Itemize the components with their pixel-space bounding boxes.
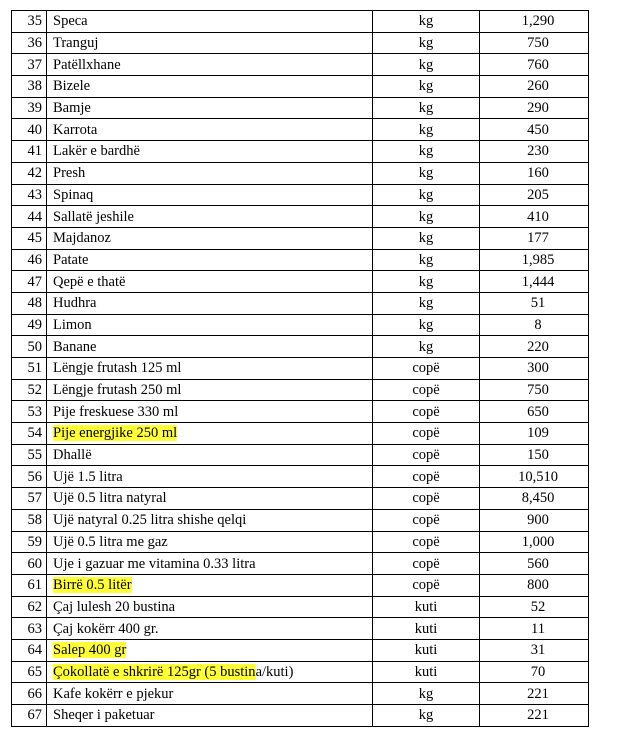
item-name-cell xyxy=(47,54,373,76)
unit-cell: copë xyxy=(373,444,480,466)
item-name-cell xyxy=(47,444,373,466)
table-row xyxy=(12,141,589,163)
unit-cell: kg xyxy=(373,32,480,54)
item-name: Çaj kokërr 400 gr. xyxy=(53,620,159,637)
table-row xyxy=(12,401,589,423)
item-name-cell xyxy=(47,379,373,401)
quantity-cell: 410 xyxy=(480,206,589,228)
item-name: Limon xyxy=(53,316,92,333)
quantity-cell: 1,000 xyxy=(480,531,589,553)
quantity-cell: 8,450 xyxy=(480,488,589,510)
quantity-cell: 177 xyxy=(480,227,589,249)
item-name-cell xyxy=(47,162,373,184)
quantity-cell: 760 xyxy=(480,54,589,76)
table-row xyxy=(12,314,589,336)
item-name-cell xyxy=(47,639,373,661)
item-name-cell xyxy=(47,227,373,249)
item-name: Lëngje frutash 250 ml xyxy=(53,382,182,399)
item-name-cell xyxy=(47,119,373,141)
table-row xyxy=(12,54,589,76)
item-name: Ujë 0.5 litra natyral xyxy=(53,490,167,507)
unit-cell: copë xyxy=(373,488,480,510)
row-number-cell: 64 xyxy=(12,639,47,661)
quantity-cell: 11 xyxy=(480,618,589,640)
row-number-cell: 62 xyxy=(12,596,47,618)
item-name: Lakër e bardhë xyxy=(53,143,140,160)
item-name-cell xyxy=(47,141,373,163)
table-row xyxy=(12,227,589,249)
highlighted-item-name: Pije energjike 250 ml xyxy=(53,425,178,442)
quantity-cell: 150 xyxy=(480,444,589,466)
unit-cell: kg xyxy=(373,184,480,206)
quantity-cell: 1,290 xyxy=(480,11,589,33)
item-name-cell xyxy=(47,97,373,119)
unit-cell: kg xyxy=(373,271,480,293)
unit-cell: kg xyxy=(373,314,480,336)
item-name: Speca xyxy=(53,13,88,30)
row-number-cell: 51 xyxy=(12,358,47,380)
row-number-cell: 55 xyxy=(12,444,47,466)
unit-cell: kg xyxy=(373,97,480,119)
row-number-cell: 60 xyxy=(12,553,47,575)
quantity-cell: 300 xyxy=(480,358,589,380)
unit-cell: kuti xyxy=(373,639,480,661)
quantity-cell: 800 xyxy=(480,574,589,596)
item-name-cell xyxy=(47,401,373,423)
unit-cell: copë xyxy=(373,553,480,575)
item-name: Patëllxhane xyxy=(53,56,121,73)
item-name-cell xyxy=(47,509,373,531)
item-name: Pije freskuese 330 ml xyxy=(53,403,179,420)
item-name: Ujë 1.5 litra xyxy=(53,468,123,485)
item-name-cell xyxy=(47,314,373,336)
unit-cell: kg xyxy=(373,119,480,141)
row-number-cell: 39 xyxy=(12,97,47,119)
item-name-cell xyxy=(47,596,373,618)
unit-cell: copë xyxy=(373,466,480,488)
item-name-cell xyxy=(47,705,373,727)
item-name-cell xyxy=(47,271,373,293)
quantity-cell: 31 xyxy=(480,639,589,661)
table-row xyxy=(12,553,589,575)
item-name: Tranguj xyxy=(53,35,99,52)
item-name: Ujë 0.5 litra me gaz xyxy=(53,533,168,550)
item-name-cell xyxy=(47,683,373,705)
item-name-cell xyxy=(47,553,373,575)
quantity-cell: 70 xyxy=(480,661,589,683)
table-row xyxy=(12,683,589,705)
table-row xyxy=(12,11,589,33)
row-number-cell: 50 xyxy=(12,336,47,358)
item-name-cell xyxy=(47,574,373,596)
item-name-rest: a/kuti) xyxy=(255,663,294,680)
item-name: Uje i gazuar me vitamina 0.33 litra xyxy=(53,555,256,572)
item-name-cell xyxy=(47,249,373,271)
table-row xyxy=(12,206,589,228)
table-row xyxy=(12,249,589,271)
quantity-cell: 290 xyxy=(480,97,589,119)
row-number-cell: 65 xyxy=(12,661,47,683)
table-row xyxy=(12,336,589,358)
row-number-cell: 56 xyxy=(12,466,47,488)
quantity-cell: 220 xyxy=(480,336,589,358)
item-name: Dhallë xyxy=(53,447,92,464)
item-name-cell xyxy=(47,661,373,683)
item-name-cell xyxy=(47,336,373,358)
quantity-cell: 160 xyxy=(480,162,589,184)
row-number-cell: 35 xyxy=(12,11,47,33)
unit-cell: kg xyxy=(373,292,480,314)
table-row xyxy=(12,444,589,466)
row-number-cell: 54 xyxy=(12,423,47,445)
item-name-cell xyxy=(47,184,373,206)
unit-cell: kg xyxy=(373,11,480,33)
unit-cell: copë xyxy=(373,358,480,380)
quantity-cell: 750 xyxy=(480,32,589,54)
unit-cell: kg xyxy=(373,141,480,163)
goods-table xyxy=(11,10,589,727)
row-number-cell: 61 xyxy=(12,574,47,596)
quantity-cell: 1,985 xyxy=(480,249,589,271)
quantity-cell: 10,510 xyxy=(480,466,589,488)
item-name: Lëngje frutash 125 ml xyxy=(53,360,182,377)
item-name-cell xyxy=(47,358,373,380)
table-row xyxy=(12,32,589,54)
item-name-cell xyxy=(47,292,373,314)
item-name: Hudhra xyxy=(53,295,97,312)
table-row xyxy=(12,119,589,141)
row-number-cell: 48 xyxy=(12,292,47,314)
row-number-cell: 46 xyxy=(12,249,47,271)
row-number-cell: 66 xyxy=(12,683,47,705)
item-name: Spinaq xyxy=(53,186,94,203)
quantity-cell: 109 xyxy=(480,423,589,445)
unit-cell: kg xyxy=(373,705,480,727)
unit-cell: kg xyxy=(373,162,480,184)
row-number-cell: 57 xyxy=(12,488,47,510)
table-row xyxy=(12,618,589,640)
item-name-cell xyxy=(47,206,373,228)
row-number-cell: 44 xyxy=(12,206,47,228)
row-number-cell: 42 xyxy=(12,162,47,184)
row-number-cell: 37 xyxy=(12,54,47,76)
unit-cell: kuti xyxy=(373,661,480,683)
table-row xyxy=(12,423,589,445)
row-number-cell: 38 xyxy=(12,76,47,98)
row-number-cell: 58 xyxy=(12,509,47,531)
item-name-cell xyxy=(47,618,373,640)
quantity-cell: 51 xyxy=(480,292,589,314)
item-name: Sheqer i paketuar xyxy=(53,707,155,724)
table-row xyxy=(12,488,589,510)
table-row xyxy=(12,379,589,401)
item-name-cell xyxy=(47,531,373,553)
item-name: Bamje xyxy=(53,100,91,117)
quantity-cell: 750 xyxy=(480,379,589,401)
table-row xyxy=(12,162,589,184)
quantity-cell: 450 xyxy=(480,119,589,141)
quantity-cell: 650 xyxy=(480,401,589,423)
row-number-cell: 47 xyxy=(12,271,47,293)
unit-cell: kuti xyxy=(373,596,480,618)
item-name-cell xyxy=(47,11,373,33)
item-name: Majdanoz xyxy=(53,230,111,247)
unit-cell: copë xyxy=(373,509,480,531)
item-name-cell xyxy=(47,466,373,488)
unit-cell: kuti xyxy=(373,618,480,640)
item-name: Presh xyxy=(53,165,86,182)
table-row xyxy=(12,574,589,596)
table-row xyxy=(12,661,589,683)
unit-cell: kg xyxy=(373,683,480,705)
table-row xyxy=(12,97,589,119)
unit-cell: kg xyxy=(373,54,480,76)
quantity-cell: 1,444 xyxy=(480,271,589,293)
highlighted-item-name: Çokollatë e shkrirë 125gr (5 bustin xyxy=(53,663,256,680)
item-name: Bizele xyxy=(53,78,91,95)
row-number-cell: 52 xyxy=(12,379,47,401)
item-name: Çaj lulesh 20 bustina xyxy=(53,598,176,615)
unit-cell: copë xyxy=(373,423,480,445)
table-row xyxy=(12,76,589,98)
row-number-cell: 40 xyxy=(12,119,47,141)
unit-cell: copë xyxy=(373,574,480,596)
item-name: Banane xyxy=(53,338,97,355)
unit-cell: copë xyxy=(373,531,480,553)
table-row xyxy=(12,596,589,618)
table-row xyxy=(12,509,589,531)
item-name-cell xyxy=(47,488,373,510)
table-row xyxy=(12,292,589,314)
item-name: Kafe kokërr e pjekur xyxy=(53,685,174,702)
table-row xyxy=(12,466,589,488)
item-name: Patate xyxy=(53,251,89,268)
item-name: Sallatë jeshile xyxy=(53,208,134,225)
row-number-cell: 53 xyxy=(12,401,47,423)
quantity-cell: 260 xyxy=(480,76,589,98)
unit-cell: kg xyxy=(373,76,480,98)
item-name: Ujë natyral 0.25 litra shishe qelqi xyxy=(53,512,247,529)
table-body xyxy=(12,11,589,727)
highlighted-item-name: Salep 400 gr xyxy=(53,642,127,659)
quantity-cell: 221 xyxy=(480,683,589,705)
table-row xyxy=(12,271,589,293)
row-number-cell: 67 xyxy=(12,705,47,727)
unit-cell: kg xyxy=(373,227,480,249)
item-name-cell xyxy=(47,32,373,54)
table-row xyxy=(12,639,589,661)
row-number-cell: 43 xyxy=(12,184,47,206)
unit-cell: kg xyxy=(373,206,480,228)
quantity-cell: 230 xyxy=(480,141,589,163)
highlighted-item-name: Birrë 0.5 litër xyxy=(53,577,132,594)
unit-cell: copë xyxy=(373,401,480,423)
unit-cell: kg xyxy=(373,249,480,271)
row-number-cell: 36 xyxy=(12,32,47,54)
quantity-cell: 221 xyxy=(480,705,589,727)
unit-cell: kg xyxy=(373,336,480,358)
table-row xyxy=(12,531,589,553)
item-name-cell xyxy=(47,423,373,445)
row-number-cell: 45 xyxy=(12,227,47,249)
row-number-cell: 63 xyxy=(12,618,47,640)
row-number-cell: 49 xyxy=(12,314,47,336)
quantity-cell: 560 xyxy=(480,553,589,575)
item-name: Karrota xyxy=(53,121,98,138)
quantity-cell: 900 xyxy=(480,509,589,531)
item-name: Qepë e thatë xyxy=(53,273,126,290)
quantity-cell: 52 xyxy=(480,596,589,618)
item-name-cell xyxy=(47,76,373,98)
table-row xyxy=(12,184,589,206)
table-row xyxy=(12,358,589,380)
quantity-cell: 205 xyxy=(480,184,589,206)
unit-cell: copë xyxy=(373,379,480,401)
row-number-cell: 59 xyxy=(12,531,47,553)
table-row xyxy=(12,705,589,727)
quantity-cell: 8 xyxy=(480,314,589,336)
row-number-cell: 41 xyxy=(12,141,47,163)
